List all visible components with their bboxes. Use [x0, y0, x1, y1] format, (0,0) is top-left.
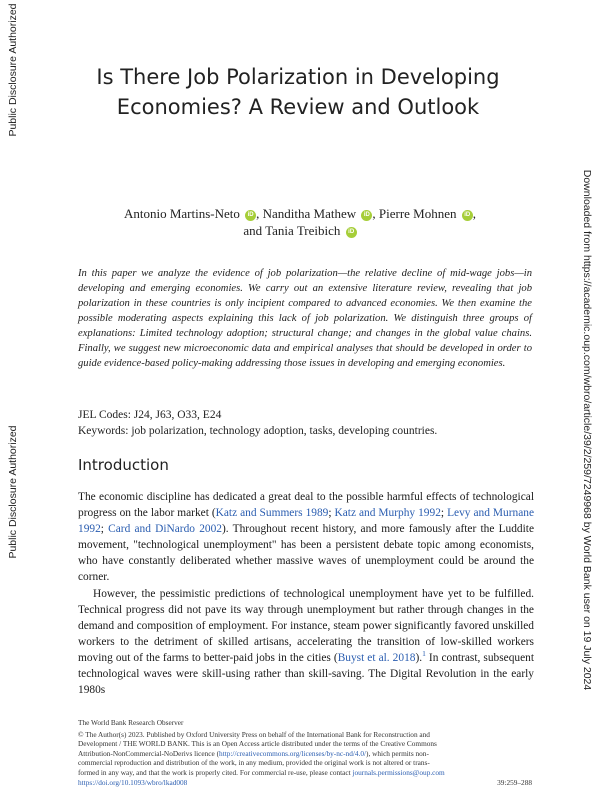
author-name: Pierre Mohnen: [378, 206, 457, 221]
license-link[interactable]: http://creativecommons.org/licenses/by-nc-nd/4.0/: [219, 748, 367, 758]
orcid-icon[interactable]: iD: [361, 210, 372, 221]
abstract: [78, 266, 532, 371]
title-line-2: Economies? A Review and Outlook: [116, 95, 480, 119]
jel-codes: JEL Codes: J24, J63, O33, E24: [78, 409, 222, 421]
title-line-1: Is There Job Polarization in Developing: [96, 65, 500, 89]
orcid-icon[interactable]: iD: [462, 210, 473, 221]
footnote-reference[interactable]: 1: [422, 649, 426, 659]
permissions-email-link[interactable]: journals.permissions@oup.com: [352, 767, 445, 777]
license-line: commercial reproduction and distribution of the work, in any medium, provided the original work is not altered or trans-: [78, 758, 430, 768]
download-notice: Downloaded from https://academic.oup.com/wbro/article/39/2/259/7249968 by World Bank user on 19 July 2024: [581, 169, 593, 691]
public-disclosure-stamp-bottom: Public Disclosure Authorized: [7, 425, 19, 559]
page-range: 39:259–288: [497, 777, 532, 787]
paper-title: [70, 62, 526, 122]
paragraph: The economic discipline has dedicated a great deal to the possible harmful effects of technological progress on the labor market (Katz and Summers 1989; Katz and Murphy 1992; Levy and Murnane 1992; Card and DiNardo 2002). Throughout recent history, and more famously after the Luddite movement, "technological unemployment" has been a persistent debate topic among economists, who have constantly deliberated whether massive waves of unemployment could be around the corner.: [78, 491, 534, 584]
body-text: [78, 489, 534, 698]
citation-link[interactable]: Katz and Murphy 1992: [334, 507, 441, 520]
license-line: formed in any way, and that the work is properly cited. For commercial re-use, please contact journals.permissions@oup.com: [78, 767, 445, 777]
license-line: Development / THE WORLD BANK. This is an Open Access article distributed under the terms of the Creative Commons: [78, 739, 437, 749]
license-line: © The Author(s) 2023. Published by Oxford University Press on behalf of the International Bank for Reconstruction and: [78, 729, 430, 739]
keywords: Keywords: job polarization, technology adoption, tasks, developing countries.: [78, 425, 438, 437]
journal-name: The World Bank Research Observer: [78, 718, 184, 727]
citation-link[interactable]: Katz and Summers 1989: [215, 507, 329, 520]
citation-link[interactable]: Card and DiNardo 2002: [108, 523, 222, 536]
doi-link[interactable]: https://doi.org/10.1093/wbro/lkad008: [78, 777, 188, 787]
abstract-text: In this paper we analyze the evidence of job polarization—the relative decline of mid-wage jobs—in developing and emerging economies. We carry out an extensive literature review, revealing that job polarization in these countries is only incipient compared to advanced economies. We then examine the possible moderating aspects explaining this lack of job polarization. We distinguish three groups of explanations: Limited technology adoption; structural change; and changes in the global value chains. Finally, we suggest new microeconomic data and empirical analyses that should be developed in order to guide evidence-based policy-making addressing those issues in developing and emerging economies.: [78, 268, 532, 369]
license-line: Attribution-NonCommercial-NoDerivs licence (http://creativecommons.org/licenses/by-nc-nd/4.0/), which permits non-: [78, 748, 429, 758]
author-name: Antonio Martins-Neto: [123, 206, 240, 221]
citation-link[interactable]: Levy and Murnane 1992: [78, 507, 534, 536]
footer-doi-row: [78, 778, 532, 788]
orcid-icon[interactable]: iD: [346, 227, 357, 238]
article-metadata: [78, 407, 538, 439]
citation-link[interactable]: Buyst et al. 2018: [337, 651, 416, 664]
section-heading: Introduction: [78, 456, 169, 474]
paragraph: However, the pessimistic predictions of technological unemployment have yet to be fulfilled. Technical progress did not pave its way through unemployment but rather through changes in the demand and composition of employment. For instance, steam power significantly favored unskilled workers to the detriment of skilled artisans, accelerating the transition of low-skilled workers moving out of the farms to better-paid jobs in the cities (Buyst et al. 2018).$^1$ In contrast, subsequent technological waves were skill-using rather than skill-saving. The Digital Revolution in the early 1980s: [78, 587, 535, 697]
author-name: Tania Treibich: [265, 223, 341, 238]
orcid-icon[interactable]: iD: [245, 210, 256, 221]
public-disclosure-stamp-top: Public Disclosure Authorized: [7, 3, 19, 137]
author-name: Nanditha Mathew: [262, 206, 357, 221]
page-footer: [78, 718, 532, 787]
author-list: Antonio Martins-Neto iD , Nanditha Mathew iD , Pierre Mohnen iD , and Tania Treibich iD: [123, 206, 477, 238]
